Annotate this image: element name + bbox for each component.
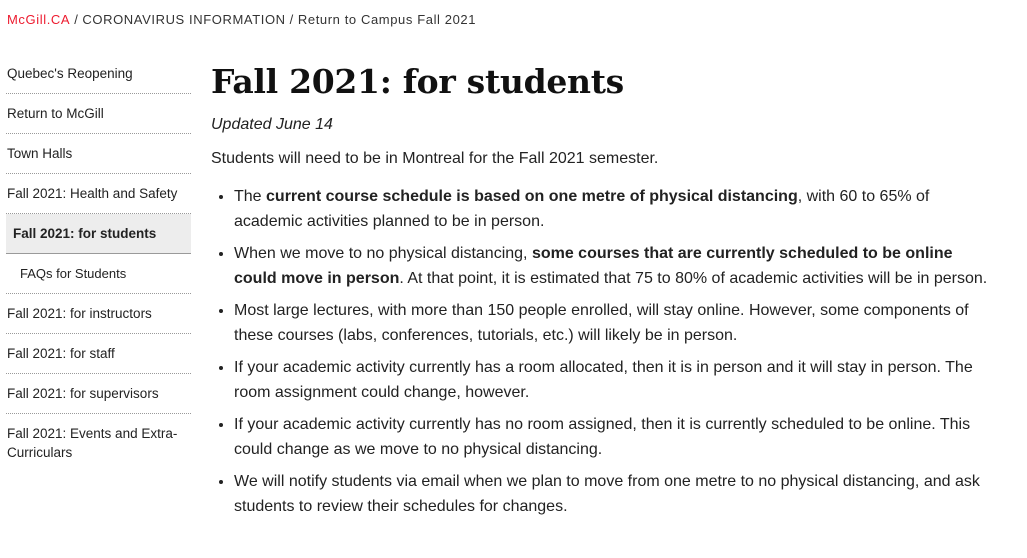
breadcrumb-section-link[interactable]: CORONAVIRUS INFORMATION [82,12,286,27]
list-item [234,241,991,291]
sidebar-item-return-to-mcgill[interactable]: Return to McGill [6,94,191,134]
sidebar-nav [6,54,191,472]
breadcrumb-current-link[interactable]: Return to Campus Fall 2021 [297,12,477,27]
list-item [234,355,991,405]
list-item-text: . At that point, it is estimated that 75 to 80% of academic activities will be in person. [399,270,988,287]
list-item-emphasis: current course schedule is based on one metre of physical distancing [266,188,798,205]
list-item [234,469,991,519]
info-list [211,184,991,519]
sidebar-item-town-halls[interactable]: Town Halls [6,134,191,174]
breadcrumb-home-link[interactable]: McGill.CA [7,12,71,27]
list-item [234,298,991,348]
list-item [234,412,991,462]
main-content [211,60,991,526]
sidebar-item-events-and-extracurriculars[interactable]: Fall 2021: Events and Extra-Curriculars [7,426,178,460]
intro-paragraph: Students will need to be in Montreal for the Fall 2021 semester. [211,150,659,167]
list-item [234,184,991,234]
updated-date: Updated June 14 [211,116,333,133]
sidebar-item-for-instructors[interactable]: Fall 2021: for instructors [6,294,191,334]
sidebar-item-faqs-for-students[interactable]: FAQs for Students [6,254,191,294]
page-title: Fall 2021: for students [211,62,624,101]
list-item-text: If your academic activity currently has no room assigned, then it is currently scheduled to be online. This could change as we move to no physical distancing. [234,416,971,458]
sidebar-item-for-supervisors[interactable]: Fall 2021: for supervisors [6,374,191,414]
list-item-emphasis: some courses that are currently scheduled to be online could move in person [234,245,953,287]
list-item-text: If your academic activity currently has a room allocated, then it is in person and it will stay in person. The room assignment could change, however. [234,359,973,401]
list-item-text: When we move to no physical distancing, [234,245,532,262]
sidebar-item-for-students[interactable]: Fall 2021: for students [6,214,191,254]
sidebar-item-quebecs-reopening[interactable]: Quebec's Reopening [6,54,191,94]
breadcrumb-separator: / [74,12,79,27]
list-item-text: , with 60 to 65% of academic activities planned to be in person. [234,188,930,230]
breadcrumb [7,12,476,27]
list-item-text: Most large lectures, with more than 150 people enrolled, will stay online. However, some components of these courses (labs, conferences, tutorials, etc.) will likely be in person. [234,302,969,344]
sidebar-item-health-and-safety[interactable]: Fall 2021: Health and Safety [6,174,191,214]
breadcrumb-separator: / [289,12,294,27]
list-item-text: We will notify students via email when we plan to move from one metre to no physical distancing, and ask students to review their schedules for changes. [234,473,980,515]
sidebar-item-for-staff[interactable]: Fall 2021: for staff [6,334,191,374]
list-item-text: The [234,188,267,205]
